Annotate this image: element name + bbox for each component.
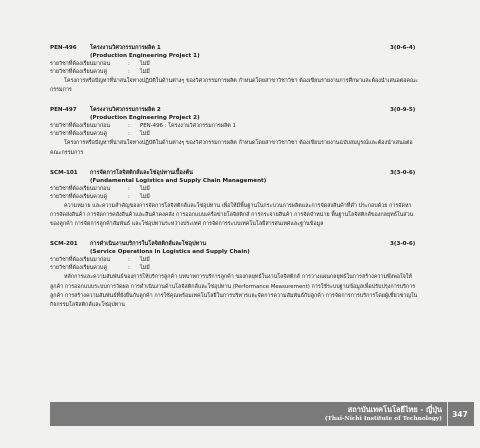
course-entry <box>50 106 422 157</box>
course-header <box>50 240 422 248</box>
corequisite-row <box>50 130 422 138</box>
corequisite-label: รายวิชาที่ต้องเรียนควบคู่ <box>50 69 107 75</box>
course-code: PEN-496 <box>50 45 77 51</box>
separator: : <box>128 185 130 192</box>
course-entry <box>50 44 422 95</box>
course-title-th: โครงงานวิศวกรรมการผลิต 2 <box>90 107 161 114</box>
separator: : <box>128 193 130 200</box>
course-title-th: การจัดการโลจิสติกส์และโซ่อุปทานเบื้องต้น <box>90 169 193 176</box>
institute-name <box>325 405 442 423</box>
separator: : <box>128 265 130 272</box>
course-description: หลักการและความสัมพันธ์ของการให้บริการลูกค้า บทบาทการบริการลูกค้า ของกลยุทธ์ในงานโลจิสติกส์ การวางแผนกลยุทธ์ในการสร้างความพึงพอใจให้ลูกค้า การออกแบบระบบการวัดผล การดำเนินงานด้านโลจิสติกส์และโซ่อุปทาน (Performance Measurement) การใช้ระบบฐานข้อมูลเพื่อปรับปรุงการบริการลูกค้า การสร้างความสัมพันธ์ที่ยั่งยืนกับลูกค้า การใช้คุณพร้อมเทคโนโลยีในการบริหารและจัดการความสัมพันธ์กับลูกค้า การจัดการการบริการโดยผู้เชี่ยวชาญในกิจกรรมโลจิสติกส์และโซ่อุปทาน <box>50 274 418 309</box>
prerequisite-row <box>50 122 422 130</box>
course-title-en: (Fundamental Logistics and Supply Chain Management) <box>90 177 267 184</box>
prerequisite-value: ไม่มี <box>140 185 150 192</box>
page-number: 347 <box>447 402 472 426</box>
prerequisite-value: ไม่มี <box>140 61 150 67</box>
corequisite-label: รายวิชาที่ต้องเรียนควบคู่ <box>50 193 107 200</box>
separator: : <box>128 61 130 67</box>
course-description: โครงการหรือปัญหาที่น่าสนใจทางปฏิบัติในด้านต่างๆ ของวิศวกรรมการผลิต กำหนดโดยสาขาวิชาวิชา ต้องเขียนรายงานการศึกษาและต้องนำเสนอต่อคณะกรรมการ <box>50 78 418 94</box>
corequisite-value: ไม่มี <box>140 131 150 138</box>
course-description: ความหมาย และความสำคัญของการจัดการโลจิสติกส์และโซ่อุปทาน เพื่อให้มีพื้นฐานในกระบวนการผลิตและการจัดส่งสินค้าที่ดำ ประกอบด้วย การจัดหา การจัดส่งสินค้า การจัดการคลังสินค้าและสินค้าคงคลัง การออกแบบเครือข่ายโลจิสติกส์ การกระจายสินค้า การจัดจำหน่าย พื้นฐานโลจิสติกส์ของกลยุทธ์ในส่วนของลูกค้า การจัดการลูกค้าสัมพันธ์ และโซ่อุปทานระหว่างประเทศ การจัดการระบบเทคโนโลยีสารสนเทศและฐานข้อมูล <box>50 202 414 228</box>
course-title-en: (Production Engineering Project 1) <box>90 53 200 59</box>
course-list <box>50 44 422 321</box>
course-code: SCM-201 <box>50 241 78 248</box>
prerequisite-label: รายวิชาที่ต้องเรียนมาก่อน <box>50 123 111 130</box>
course-header <box>50 106 422 114</box>
corequisite-row <box>50 68 422 76</box>
course-title-en: (Service Operations in Logistics and Supply Chain) <box>90 249 250 256</box>
course-title-th: การดำเนินงานบริการในโลจิสติกส์และโซ่อุปทาน <box>90 241 207 248</box>
prerequisite-label: รายวิชาที่ต้องเรียนมาก่อน <box>50 257 111 264</box>
separator: : <box>128 131 130 138</box>
course-title-th: โครงงานวิศวกรรมการผลิต 1 <box>90 45 161 51</box>
prerequisite-row <box>50 256 422 264</box>
course-credits: 3(0-6-4) <box>390 45 416 51</box>
prerequisite-row <box>50 60 422 68</box>
course-code: SCM-101 <box>50 169 78 176</box>
prerequisite-value: ไม่มี <box>140 257 150 264</box>
corequisite-label: รายวิชาที่ต้องเรียนควบคู่ <box>50 131 107 138</box>
course-header <box>50 44 422 52</box>
course-code: PEN-497 <box>50 107 77 114</box>
separator: : <box>128 123 130 130</box>
course-credits: 3(0-9-5) <box>390 107 416 114</box>
prerequisite-label: รายวิชาที่ต้องเรียนมาก่อน <box>50 61 111 67</box>
corequisite-value: ไม่มี <box>140 69 150 75</box>
separator: : <box>128 257 130 264</box>
institute-name-th: สถาบันเทคโนโลยีไทย - ญี่ปุ่น <box>347 405 442 414</box>
course-entry <box>50 240 422 310</box>
page-footer <box>50 402 474 426</box>
separator: : <box>128 69 130 75</box>
course-title-en: (Production Engineering Project 2) <box>90 115 200 122</box>
corequisite-value: ไม่มี <box>140 265 150 272</box>
corequisite-row <box>50 193 422 201</box>
institute-name-en: (Thai-Nichi Institute of Technology) <box>324 416 442 422</box>
course-header <box>50 169 422 177</box>
prerequisite-value: PEN-496 : โครงงานวิศวกรรมการผลิต 1 <box>140 123 236 130</box>
course-credits: 3(3-0-6) <box>390 241 416 248</box>
course-credits: 3(3-0-6) <box>390 169 416 176</box>
course-description: โครงการหรือปัญหาที่น่าสนใจทางปฏิบัติในด้านต่างๆ ของวิศวกรรมการผลิต กำหนดโดยสาขาวิชาวิชา ต้องเขียนรายงานฉบับสมบูรณ์และต้องนำเสนอต่อคณะกรรมการ <box>50 140 413 156</box>
course-entry <box>50 169 422 230</box>
corequisite-value: ไม่มี <box>140 193 150 200</box>
prerequisite-row <box>50 185 422 193</box>
corequisite-row <box>50 264 422 272</box>
prerequisite-label: รายวิชาที่ต้องเรียนมาก่อน <box>50 185 111 192</box>
corequisite-label: รายวิชาที่ต้องเรียนควบคู่ <box>50 265 107 272</box>
